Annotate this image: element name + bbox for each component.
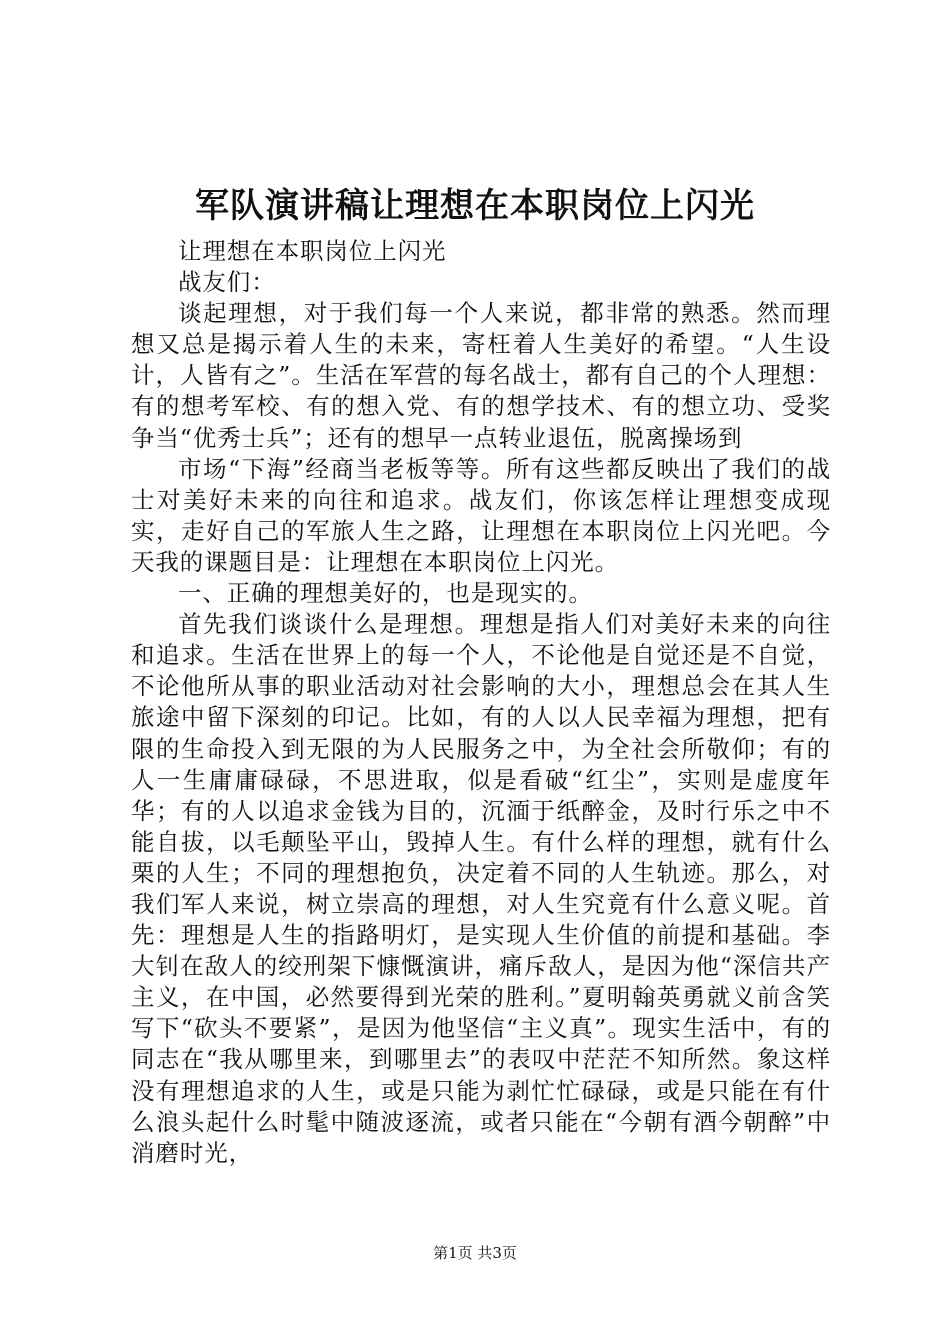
- section-heading: 一、正确的理想美好的，也是现实的。: [178, 579, 593, 608]
- paragraph: 谈起理想，对于我们每一个人来说，都非常的熟悉。然而理想又总是揭示着人生的未来，寄枉着人生美好的希望。“人生设计，人皆有之”。生活在军营的每名战士，都有自己的个人理想：有的想考军校、有的想入党、有的想学技术、有的想立功、受奖争当“优秀士兵”；还有的想早一点转业退伍，脱离操场到: [131, 299, 831, 452]
- paragraph: 首先我们谈谈什么是理想。理想是指人们对美好未来的向往和追求。生活在世界上的每一个人，不论他是自觉还是不自觉，不论他所从事的职业活动对社会影响的大小，理想总会在其人生旅途中留下深刻的印记。比如，有的人以人民幸福为理想，把有限的生命投入到无限的为人民服务之中，为全社会所敬仰；有的人一生庸庸碌碌，不思进取，似是看破“红尘”，实则是虚度年华；有的人以追求金钱为目的，沉湎于纸醉金，及时行乐之中不能自拔，以毛颠坠平山，毁掉人生。有什么样的理想，就有什么栗的人生；不同的理想抱负，决定着不同的人生轨迹。那么，对我们军人来说，树立崇高的理想，对人生究竟有什么意义呢。首先：理想是人生的指路明灯，是实现人生价值的前提和基础。李大钊在敌人的绞刑架下慷慨演讲，痛斥敌人，是因为他“深信共产主义，在中国，必然要得到光荣的胜利。”夏明翰英勇就义前含笑写下“砍头不要紧”，是因为他坚信“主义真”。现实生活中，有的同志在“我从哪里来，到哪里去”的表叹中茫茫不知所然。象这样没有理想追求的人生，或是只能为剥忙忙碌碌，或是只能在有什么浪头起什么时髦中随波逐流，或者只能在“今朝有酒今朝醉”中消磨时光，: [131, 610, 831, 1167]
- document-body: [131, 236, 831, 1169]
- page-footer: 第1页 共3页: [433, 1244, 517, 1262]
- paragraph: 市场“下海”经商当老板等等。所有这些都反映出了我们的战士对美好未来的向往和追求。战友们，你该怎样让理想变成现实，走好自己的军旅人生之路，让理想在本职岗位上闪光吧。今天我的课题目是：让理想在本职岗位上闪光。: [131, 454, 831, 576]
- page-title: 军队演讲稿让理想在本职岗位上闪光: [195, 186, 755, 226]
- subtitle-line: 让理想在本职岗位上闪光: [178, 237, 447, 265]
- salutation: 战友们：: [178, 268, 276, 297]
